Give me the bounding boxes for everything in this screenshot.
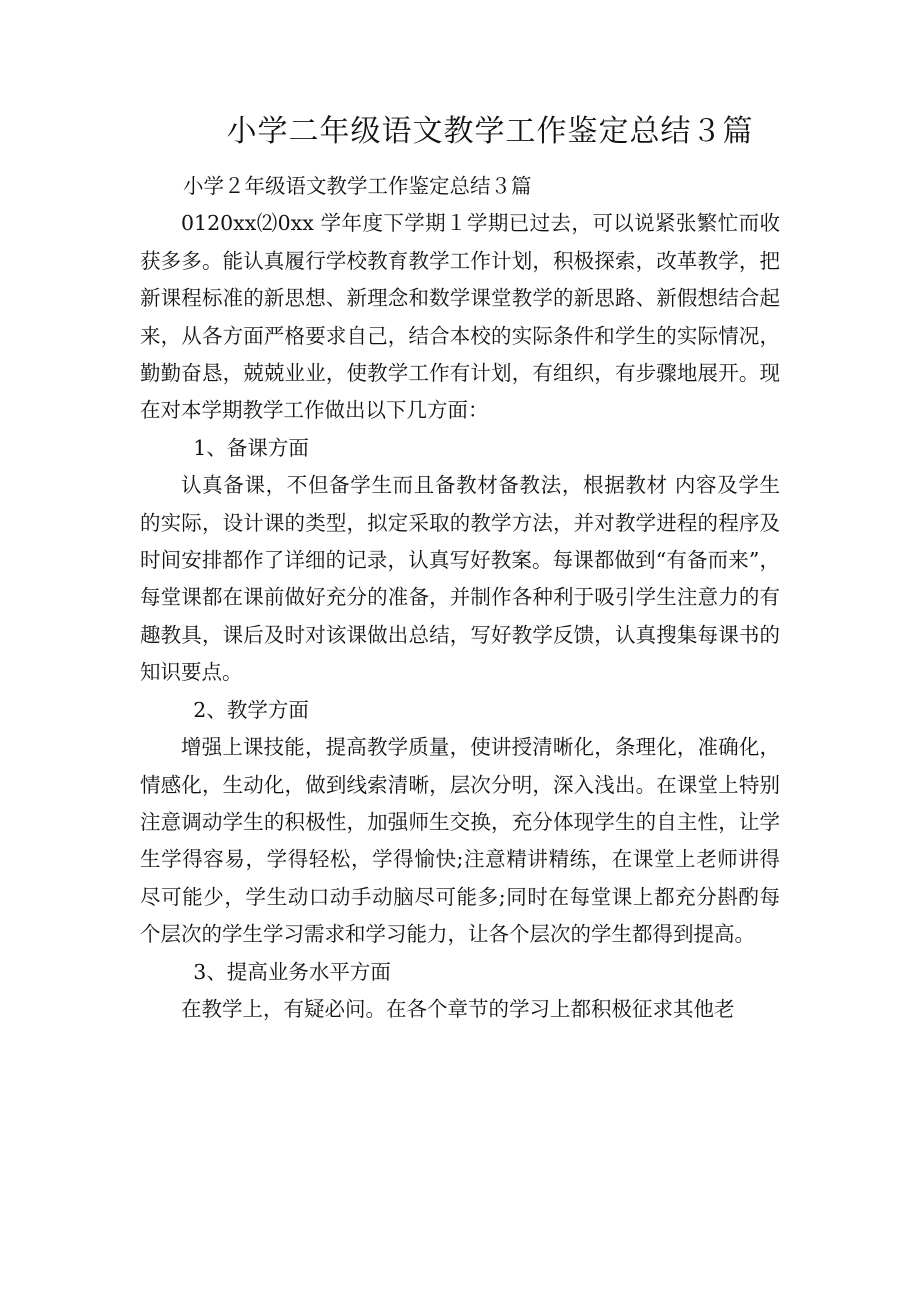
section-heading-teaching: 2、教学方面	[193, 697, 309, 722]
document-title: 小学二年级语文教学工作鉴定总结３篇	[226, 114, 754, 149]
lesson-prep-paragraph: 认真备课，不但备学生而且备教材备教法，根据教材 内容及学生的实际，设计课的类型，拟定采取的教学方法，并对教学进程的程序及时间安排都作了详细的记录，认真写好教案。每课都做到“有备而来”，每堂课都在课前做好充分的准备，并制作各种利于吸引学生注意力的有趣教具，课后及时对该课做出总结，写好教学反馈，认真搜集每课书的知识要点。	[140, 473, 780, 685]
document-subtitle: 小学２年级语文教学工作鉴定总结３篇	[183, 174, 532, 198]
intro-paragraph: 0120xx⑵0xx 学年度下学期１学期已过去，可以说紧张繁忙而收获多多。能认真履行学校教育教学工作计划，积极探索，改革教学，把新课程标准的新思想、新理念和数学课堂教学的新思路、新假想结合起来，从各方面严格要求自己，结合本校的实际条件和学生的实际情况，勤勤奋恳，兢兢业业，使教学工作有计划，有组织，有步骤地展开。现在对本学期教学工作做出以下几方面：	[140, 211, 780, 423]
professional-skill-paragraph: 在教学上，有疑必问。在各个章节的学习上都积极征求其他老	[181, 996, 735, 1021]
teaching-paragraph: 增强上课技能，提高教学质量，使讲授清晰化，条理化，准确化，情感化，生动化，做到线索清晰，层次分明，深入浅出。在课堂上特别注意调动学生的积极性，加强师生交换，充分体现学生的自主性，让学生学得容易，学得轻松，学得愉快;注意精讲精练，在课堂上老师讲得尽可能少，学生动口动手动脑尽可能多;同时在每堂课上都充分斟酌每个层次的学生学习需求和学习能力，让各个层次的学生都得到提高。	[140, 735, 780, 947]
section-heading-lesson-prep: 1、备课方面	[193, 435, 309, 460]
section-heading-professional-skill: 3、提高业务水平方面	[193, 959, 391, 984]
document-body	[140, 168, 780, 1028]
